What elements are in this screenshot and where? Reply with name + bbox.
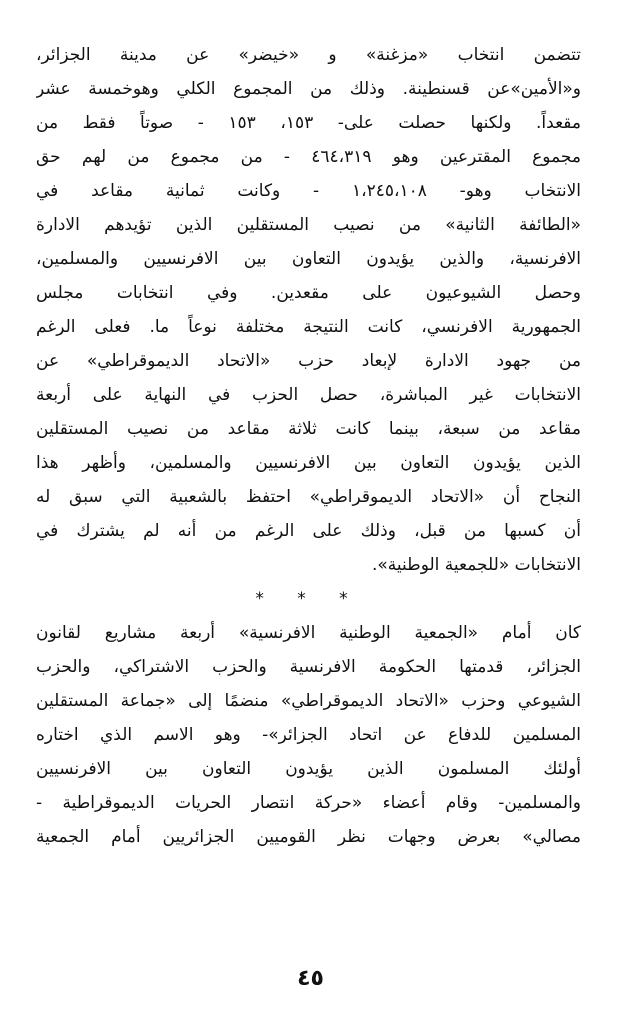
text-line: الجزائر، قدمتها الحكومة الافرنسية والحزب الاشتراكي، والحزب: [36, 657, 581, 677]
text-line: الذين يؤيدون التعاون بين الافرنسيين والمسلمين، وأظهر هذا: [36, 453, 581, 473]
text-line: و«الأمين»عن قسنطينة. وذلك من المجموع الكلي وهوخمسة عشر: [36, 79, 581, 99]
section-separator: * * *: [255, 589, 362, 609]
text-line: وحصل الشيوعيون على مقعدين. وفي انتخابات مجلس: [36, 283, 581, 303]
page-number: ٤٥: [297, 966, 324, 991]
text-line: مقاعد من سبعة، بينما كانت ثلاثة مقاعد من نصيب المستقلين: [36, 419, 581, 439]
text-line: أن كسبها من قبل، وذلك على الرغم من أنه لم يشترك في: [36, 521, 581, 541]
text-line: المسلمين للدفاع عن اتحاد الجزائر»- وهو الاسم الذي اختاره: [36, 725, 581, 745]
paragraph-2: [36, 616, 581, 854]
text-line: من جهود الادارة لإبعاد حزب «الاتحاد الديموقراطي» عن: [36, 351, 581, 371]
text-line: مجموع المقترعين وهو ٤٦٤،٣١٩ - من مجموع من لهم حق: [36, 147, 581, 167]
text-line: النجاح أن «الاتحاد الديموقراطي» احتفظ بالشعبية التي سبق له: [36, 487, 581, 507]
paragraph-1: [36, 38, 581, 582]
text-line: والمسلمين- وقام أعضاء «حركة انتصار الحريات الديموقراطية -: [36, 793, 581, 813]
text-line: الانتخابات غير المباشرة، حصل الحزب في النهاية على أربعة: [36, 385, 581, 405]
text-line: الانتخاب وهو- ١،٢٤٥،١٠٨ - وكانت ثمانية مقاعد في: [36, 181, 581, 201]
text-line: الانتخابات «للجمعية الوطنية».: [371, 555, 581, 575]
text-line: مقعداً. ولكنها حصلت على- ١٥٣، ١٥٣ - صوتاً فقط من: [36, 113, 581, 133]
text-line: مصالي» بعرض وجهات نظر القوميين الجزائريين أمام الجمعية: [36, 827, 581, 847]
text-line: الافرنسية، والذين يؤيدون التعاون بين الافرنسيين والمسلمين،: [36, 249, 581, 269]
text-line: كان أمام «الجمعية الوطنية الافرنسية» أربعة مشاريع لقانون: [36, 623, 581, 643]
text-line: الشيوعي وحزب «الاتحاد الديموقراطي» منضمًا إلى «جماعة المستقلين: [36, 691, 581, 711]
text-line: تتضمن انتخاب «مزغنة» و «خيضر» عن مدينة الجزائر،: [36, 45, 581, 65]
page-body: [36, 38, 581, 854]
text-line: الجمهورية الافرنسي، كانت النتيجة مختلفة نوعاً ما. فعلى الرغم: [36, 317, 581, 337]
text-line: «الطائفة الثانية» من نصيب المستقلين الذين تؤيدهم الادارة: [36, 215, 581, 235]
text-line: أولئك المسلمون الذين يؤيدون التعاون بين الافرنسيين: [36, 759, 581, 779]
